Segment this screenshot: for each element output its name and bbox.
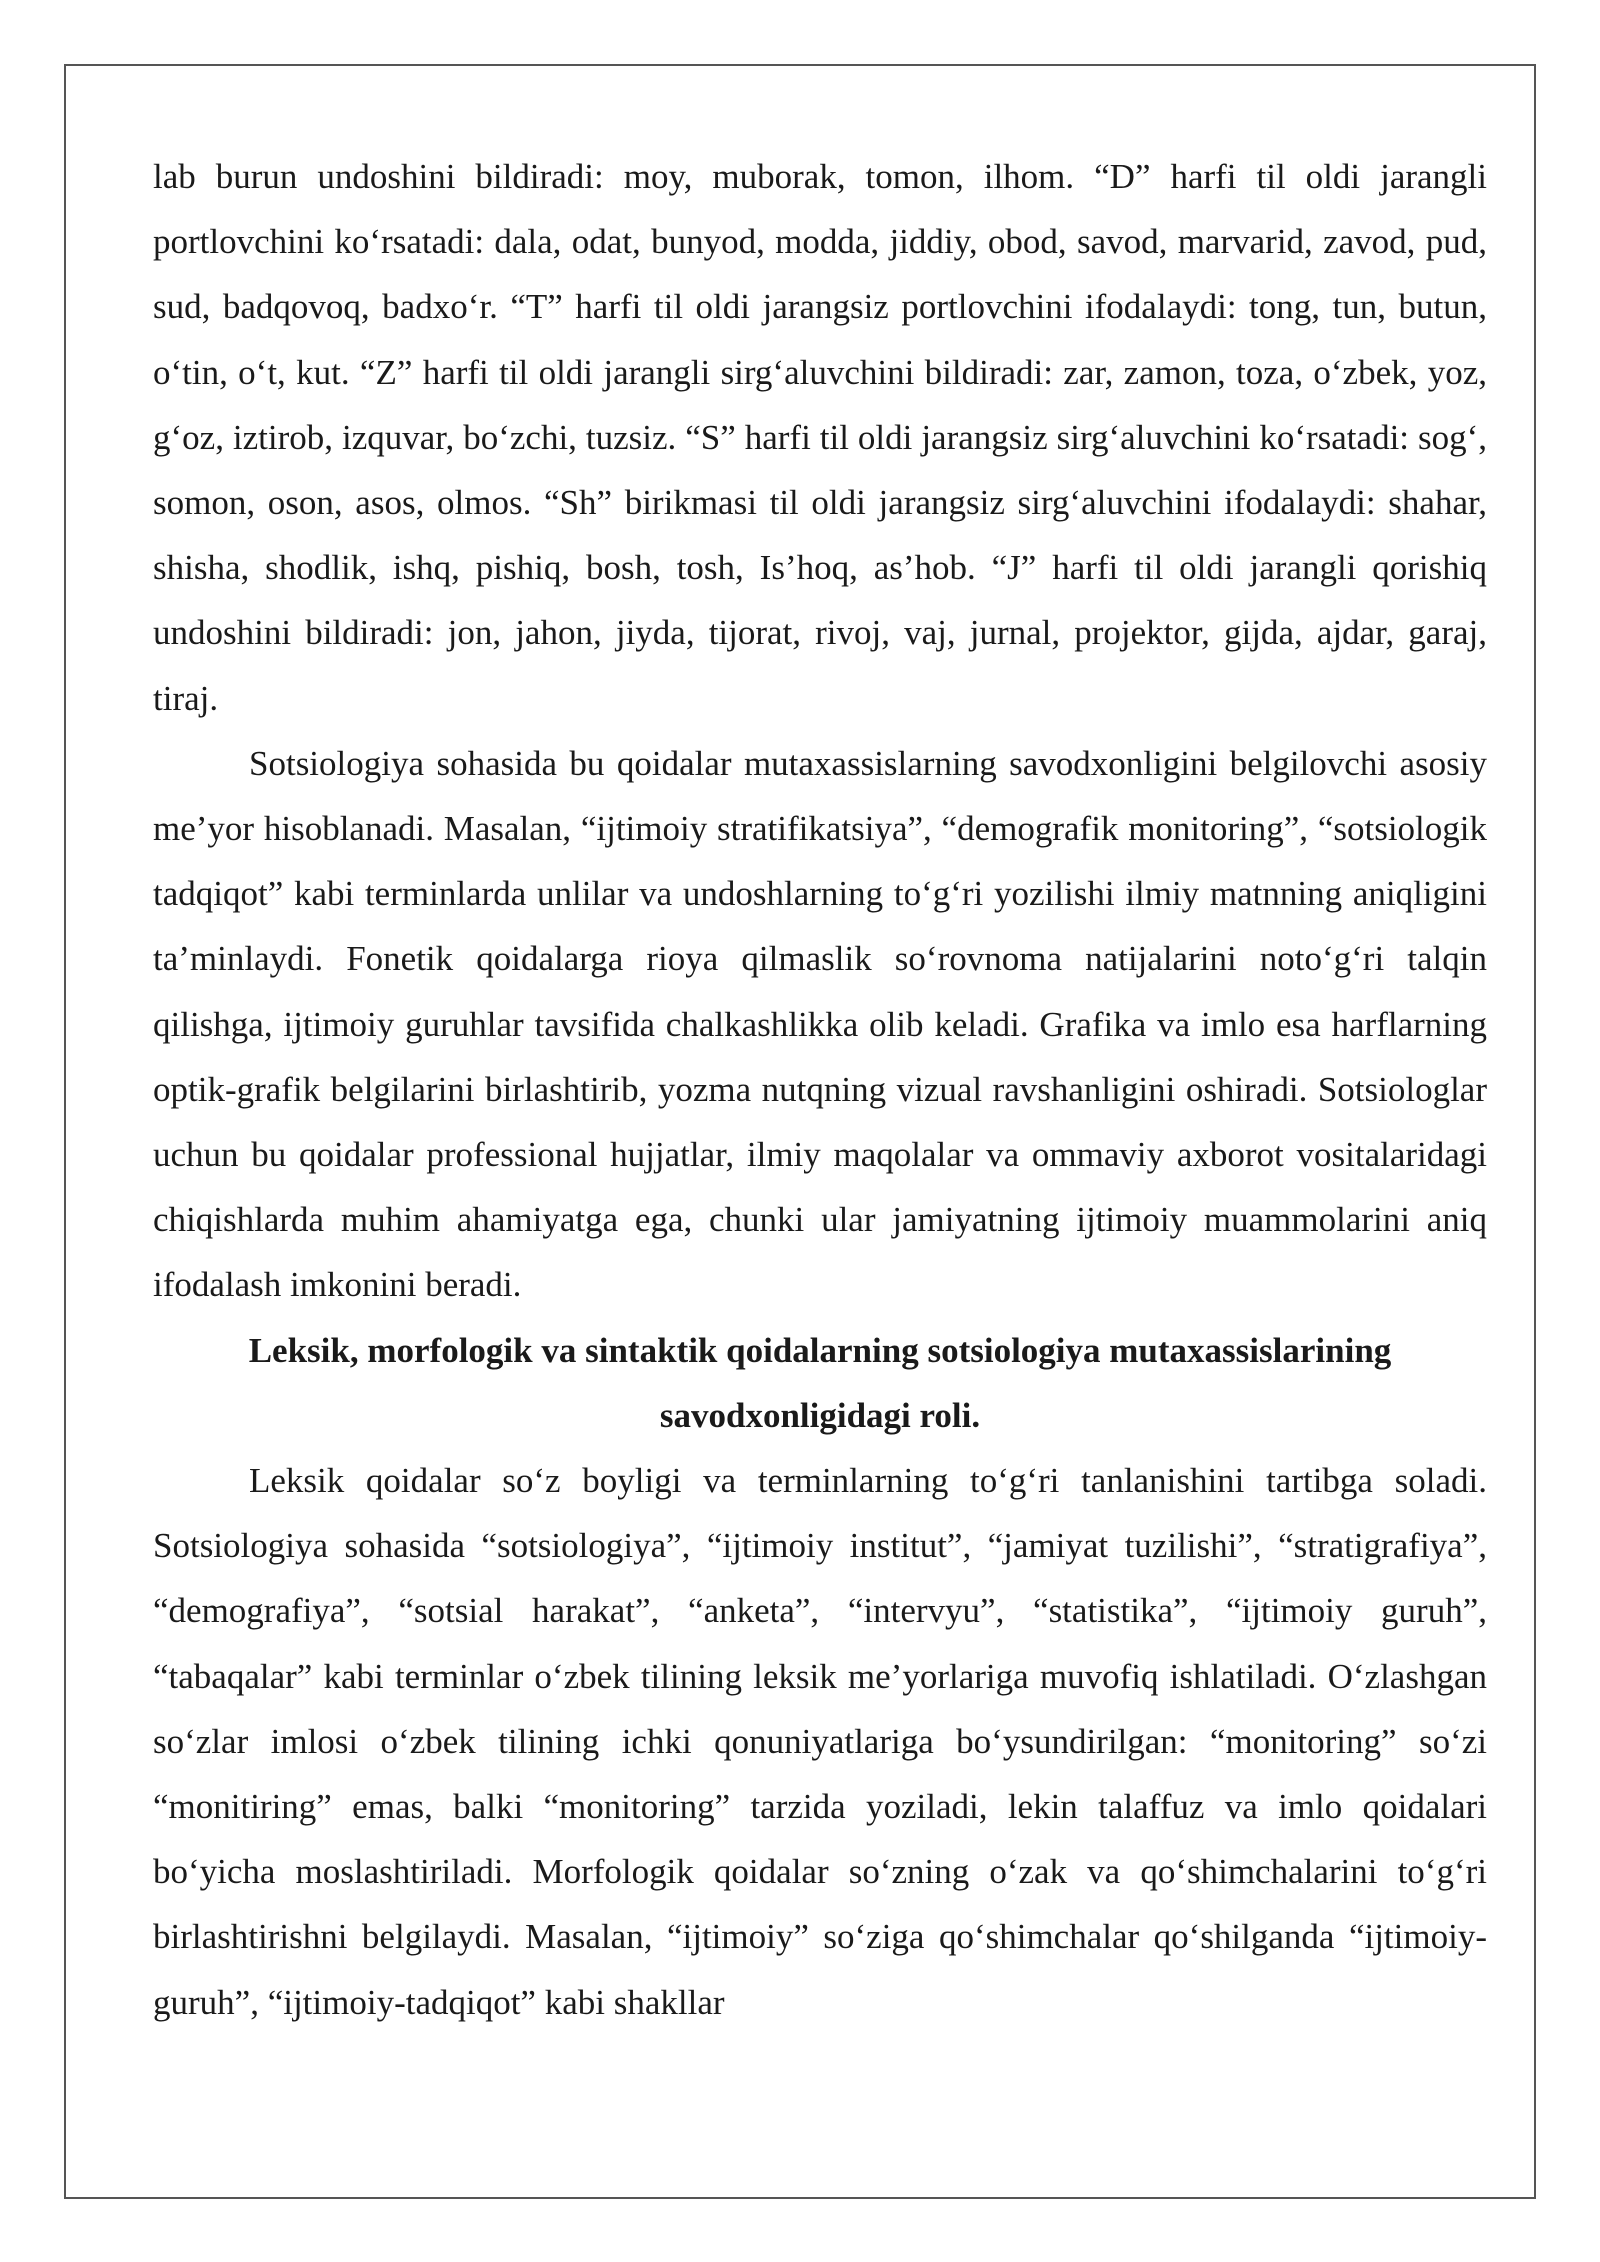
- paragraph-lexical-rules: Leksik qoidalar soʻz boyligi va terminlarning toʻgʻri tanlanishini tartibga soladi. Sotsiologiya sohasida “sotsiologiya”, “ijtimoiy institut”, “jamiyat tuzilishi”, “stratigrafiya”, “demografiya”, “sotsial harakat”, “anketa”, “intervyu”, “statistika”, “ijtimoiy guruh”, “tabaqalar” kabi terminlar oʻzbek tilining leksik me’yorlariga muvofiq ishlatiladi. Oʻzlashgan soʻzlar imlosi oʻzbek tilining ichki qonuniyatlariga boʻysundirilgan: “monitoring” soʻzi “monitiring” emas, balki “monitoring” tarzida yoziladi, lekin talaffuz va imlo qoidalari boʻyicha moslashtiriladi. Morfologik qoidalar soʻzning oʻzak va qoʻshimchalarini toʻgʻri birlashtirishni belgilaydi. Masalan, “ijtimoiy” soʻziga qoʻshimchalar qoʻshilganda “ijtimoiy-guruh”, “ijtimoiy-tadqiqot” kabi shakllar: [153, 1461, 1487, 2022]
- paragraph-continuation: lab burun undoshini bildiradi: moy, muborak, tomon, ilhom. “D” harfi til oldi jarangli portlovchini koʻrsatadi: dala, odat, bunyod, modda, jiddiy, obod, savod, marvarid, zavod, pud, sud, badqovoq, badxoʻr. “T” harfi til oldi jarangsiz portlovchini ifodalaydi: tong, tun, butun, oʻtin, oʻt, kut. “Z” harfi til oldi jarangli sirgʻaluvchini bildiradi: zar, zamon, toza, oʻzbek, yoz, gʻoz, iztirob, izquvar, boʻzchi, tuzsiz. “S” harfi til oldi jarangsiz sirgʻaluvchini koʻrsatadi: sogʻ, somon, oson, asos, olmos. “Sh” birikmasi til oldi jarangsiz sirgʻaluvchini ifodalaydi: shahar, shisha, shodlik, ishq, pishiq, bosh, tosh, Is’hoq, as’hob. “J” harfi til oldi jarangli qorishiq undoshini bildiradi: jon, jahon, jiyda, tijorat, rivoj, vaj, jurnal, projektor, gijda, ajdar, garaj, tiraj.: [153, 157, 1487, 718]
- section-heading: Leksik, morfologik va sintaktik qoidalarning sotsiologiya mutaxassislarining savodxonligidagi roli.: [248, 1330, 1392, 1435]
- paragraph-sociology-rules: Sotsiologiya sohasida bu qoidalar mutaxassislarning savodxonligini belgilovchi asosiy me’yor hisoblanadi. Masalan, “ijtimoiy stratifikatsiya”, “demografik monitoring”, “sotsiologik tadqiqot” kabi terminlarda unlilar va undoshlarning toʻgʻri yozilishi ilmiy matnning aniqligini ta’minlaydi. Fonetik qoidalarga rioya qilmaslik soʻrovnoma natijalarini notoʻgʻri talqin qilishga, ijtimoiy guruhlar tavsifida chalkashlikka olib keladi. Grafika va imlo esa harflarning optik-grafik belgilarini birlashtirib, yozma nutqning vizual ravshanligini oshiradi. Sotsiologlar uchun bu qoidalar professional hujjatlar, ilmiy maqolalar va ommaviy axborot vositalaridagi chiqishlarda muhim ahamiyatga ega, chunki ular jamiyatning ijtimoiy muammolarini aniq ifodalash imkonini beradi.: [153, 743, 1487, 1305]
- document-body: [153, 144, 1487, 2035]
